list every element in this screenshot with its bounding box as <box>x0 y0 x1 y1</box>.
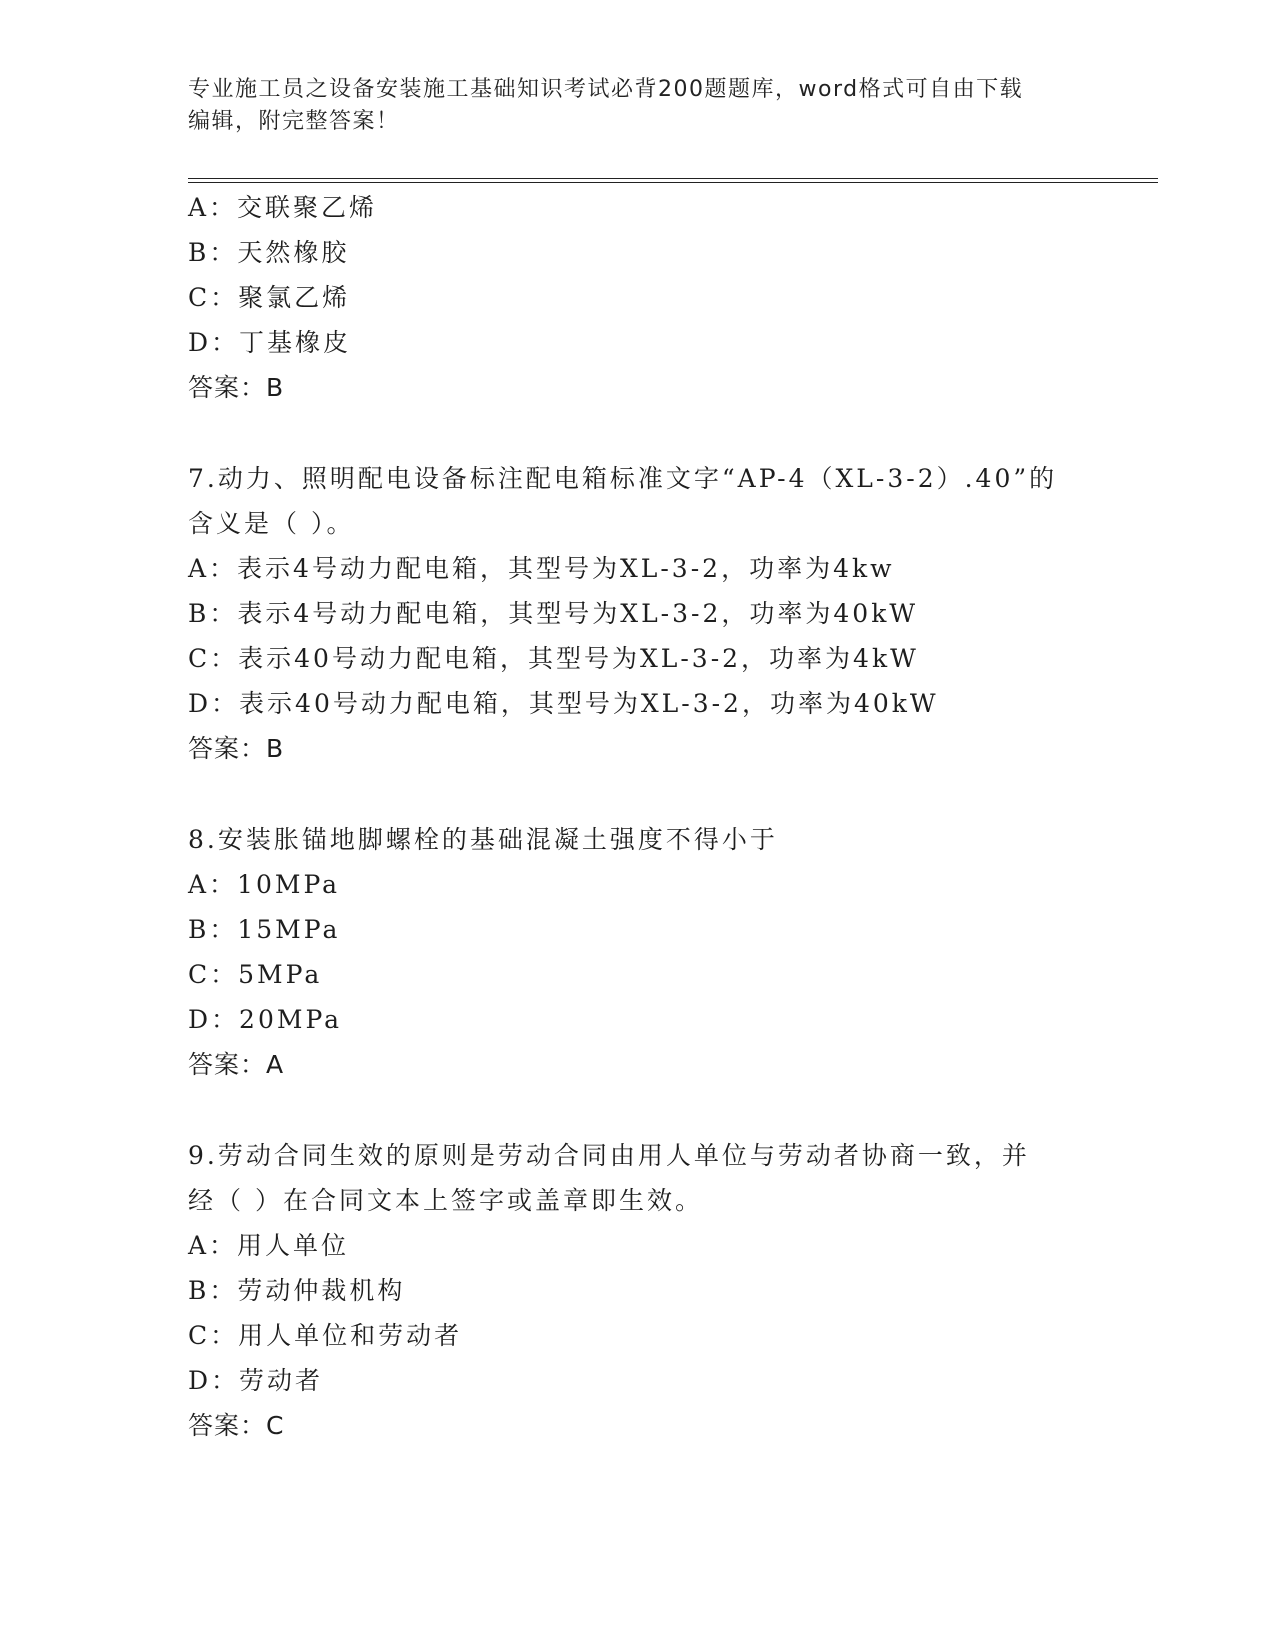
q7-answer: 答案：B <box>188 734 285 763</box>
q9-stem-line-2: 经（ ）在合同文本上签字或盖章即生效。 <box>188 1186 703 1215</box>
q8-option-b: B：15MPa <box>188 915 341 944</box>
q7-stem-line-2: 含义是（ ）。 <box>188 509 355 538</box>
q8-stem-line-1: 8.安装胀锚地脚螺栓的基础混凝土强度不得小于 <box>188 825 778 854</box>
document-header <box>188 74 1088 138</box>
q7-option-c: C：表示40号动力配电箱，其型号为XL-3-2，功率为4kW <box>188 644 919 673</box>
q8-option-c: C：5MPa <box>188 960 323 989</box>
q9-stem-line-1: 9.劳动合同生效的原则是劳动合同由用人单位与劳动者协商一致，并 <box>188 1141 1030 1170</box>
q9-option-a: A：用人单位 <box>188 1231 350 1260</box>
q9-option-b: B：劳动仲裁机构 <box>188 1276 406 1305</box>
q6-option-d: D：丁基橡皮 <box>188 328 352 357</box>
q6-option-b: B：天然橡胶 <box>188 238 350 267</box>
q8-answer: 答案：A <box>188 1050 285 1079</box>
q7-stem-line-1: 7.动力、照明配电设备标注配电箱标准文字“AP-4（XL-3-2）.40”的 <box>188 464 1058 493</box>
q9-option-c: C：用人单位和劳动者 <box>188 1321 463 1350</box>
q9-answer: 答案：C <box>188 1411 285 1440</box>
header-line-2: 编辑，附完整答案！ <box>188 109 400 134</box>
q9-option-d: D：劳动者 <box>188 1366 324 1395</box>
header-divider-bottom <box>188 182 1158 183</box>
q6-answer: 答案：B <box>188 373 285 402</box>
q7-option-d: D：表示40号动力配电箱，其型号为XL-3-2，功率为40kW <box>188 689 939 718</box>
q8-option-a: A：10MPa <box>188 870 341 899</box>
header-line-1: 专业施工员之设备安装施工基础知识考试必背200题题库，word格式可自由下载 <box>188 77 1024 102</box>
q7-option-b: B：表示4号动力配电箱，其型号为XL-3-2，功率为40kW <box>188 599 919 628</box>
header-divider-top <box>188 178 1158 179</box>
q6-option-c: C：聚氯乙烯 <box>188 283 351 312</box>
q8-option-d: D：20MPa <box>188 1005 343 1034</box>
q7-option-a: A：表示4号动力配电箱，其型号为XL-3-2，功率为4kw <box>188 554 895 583</box>
q6-option-a: A：交联聚乙烯 <box>188 193 378 222</box>
